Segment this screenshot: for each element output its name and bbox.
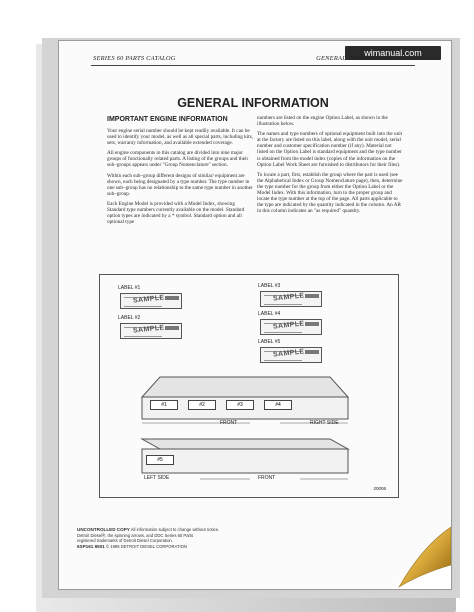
sample-stamp: SAMPLE	[272, 348, 305, 359]
label-slot-2: #2	[188, 400, 216, 410]
option-label-figure	[99, 274, 399, 498]
label-1-plate	[120, 293, 182, 309]
paragraph: numbers are listed on the engine Option Label, as shown in the illustration below.	[257, 115, 388, 128]
paragraph: To locate a part, first, establish the group where the part is used (see the Alphabetical Index or Group Nomenclature page), then, determine the type number for the group from either the Option Label or the Model Index. With this information, turn to the proper group and locate the type number at the top of the page. All parts applicable to the type are indicated by the quantity indicated in the column. An AR in this column indicates an "as required" quantity.	[257, 171, 403, 215]
view-right-side: RIGHT SIDE	[310, 420, 339, 426]
watermark: wimanual.com	[345, 46, 441, 60]
label-5-caption: LABEL #5	[258, 339, 281, 345]
catalog-page	[58, 40, 452, 590]
label-slot-4: #4	[264, 400, 292, 410]
header-rule	[91, 65, 415, 66]
label-3-caption: LABEL #3	[258, 283, 281, 289]
footer-line-3: registered trademarks of Detroit Diesel Corporation.	[77, 538, 173, 544]
label-slot-1: #1	[150, 400, 178, 410]
footer-line-1: UNCONTROLLED COPY All information subject to change without notice.	[77, 527, 220, 532]
figure-number: 20006	[373, 486, 386, 491]
section-subtitle: IMPORTANT ENGINE INFORMATION	[107, 116, 228, 123]
sample-stamp: SAMPLE	[272, 292, 305, 303]
label-5-plate	[260, 347, 322, 363]
label-slot-3: #3	[226, 400, 254, 410]
sample-stamp: SAMPLE	[132, 294, 165, 305]
page-title: GENERAL INFORMATION	[177, 96, 329, 110]
left-column	[107, 115, 253, 229]
view-left-side: LEFT SIDE	[144, 475, 170, 481]
page-curl-icon	[393, 525, 451, 589]
footer-line-4: 6SP161 9501 © 1995 DETROIT DIESEL CORPORATION	[77, 543, 187, 549]
label-2-plate	[120, 323, 182, 339]
page-footer	[77, 527, 307, 549]
paragraph: All engine components in this catalog are divided into nine major groups of functionally related parts. A listing of the groups and their sub–groups appears under "Group Nomenclature" section.	[107, 150, 249, 169]
label-4-plate	[260, 319, 322, 335]
view-front-top: FRONT	[220, 420, 238, 426]
sample-stamp: SAMPLE	[132, 324, 165, 335]
right-column	[257, 115, 403, 218]
running-header-left: SERIES 60 PARTS CATALOG	[93, 55, 176, 62]
paragraph: Each Engine Model is provided with a Model Index, showing Standard type numbers currently available on the model. Standard option types are indicated by a * symbol. Standard option and all optional type	[107, 200, 245, 226]
paragraph: Within each sub–group different designs of similar/ equipment are shown, each being designated by a type number. The type number in one sub–group has no relationship to the same type number in another sub–group.	[107, 172, 253, 197]
label-1-caption: LABEL #1	[118, 285, 141, 291]
paragraph: The names and type numbers of optional equipment built into the unit at the factory are listed on this label, along with the unit model, serial number and customer specification number (if any). Material not listed on the Option Label is standard equipment and the type number is obtained from the model index (copies of the information on the Option Label Work Sheet are furnished to distributors for their files).	[257, 131, 403, 168]
label-2-caption: LABEL #2	[118, 315, 141, 321]
sample-stamp: SAMPLE	[272, 320, 305, 331]
view-front-bottom: FRONT	[258, 475, 276, 481]
running-header-right: GENERAL INFORMATION	[316, 55, 393, 62]
label-4-caption: LABEL #4	[258, 311, 281, 317]
footer-line-2: Detroit Diesel®, the spinning arrows, and DDC Series 60 Parts	[77, 532, 194, 538]
label-slot-5: #5	[146, 455, 174, 465]
paragraph: Your engine serial number should be kept readily available. It can be used to identify your model, as well as all special parts, including kits, sets, warranty information, and available extended coverage.	[107, 128, 253, 147]
label-3-plate	[260, 291, 322, 307]
